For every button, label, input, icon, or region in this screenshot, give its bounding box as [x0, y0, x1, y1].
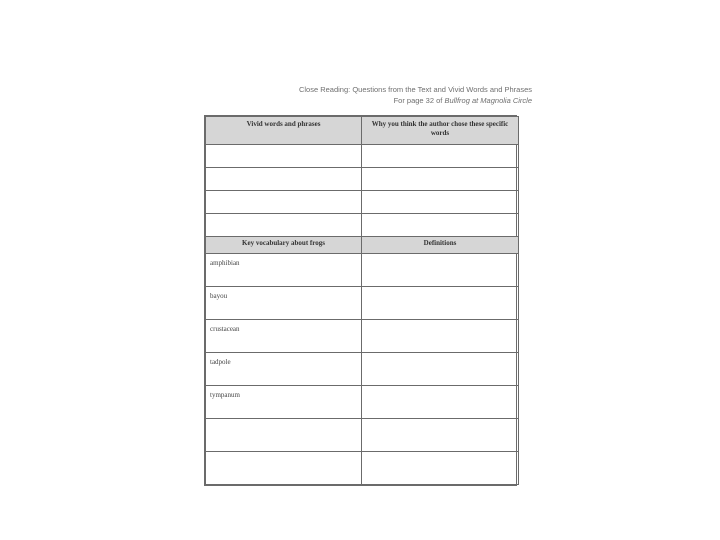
definitions-header: Definitions [362, 237, 519, 254]
vivid-words-header: Vivid words and phrases [206, 117, 362, 145]
vocabulary-row [206, 287, 519, 320]
vivid-word-cell[interactable] [206, 191, 362, 214]
vivid-words-row [206, 191, 519, 214]
definition-cell[interactable] [362, 254, 519, 287]
worksheet-subtitle [299, 95, 532, 106]
definition-cell[interactable] [362, 419, 519, 452]
vocabulary-row [206, 452, 519, 485]
definition-cell[interactable] [362, 287, 519, 320]
subtitle-prefix: For page 32 of [393, 96, 445, 105]
vocabulary-word: tadpole [206, 353, 362, 386]
vocabulary-row [206, 386, 519, 419]
author-reason-cell[interactable] [362, 145, 519, 168]
definition-cell[interactable] [362, 452, 519, 485]
author-reason-cell[interactable] [362, 191, 519, 214]
vocabulary-row [206, 419, 519, 452]
worksheet-title: Close Reading: Questions from the Text and Vivid Words and Phrases [298, 85, 532, 94]
vivid-words-header-row [206, 117, 519, 145]
vocabulary-row [206, 353, 519, 386]
vivid-word-cell[interactable] [206, 145, 362, 168]
vivid-words-row [206, 168, 519, 191]
author-reason-cell[interactable] [362, 168, 519, 191]
vocabulary-word: tympanum [206, 386, 362, 419]
vocabulary-row [206, 254, 519, 287]
vocabulary-word: crustacean [206, 320, 362, 353]
vocabulary-word[interactable] [206, 419, 362, 452]
worksheet-table [204, 115, 517, 486]
vivid-words-row [206, 214, 519, 237]
author-reason-cell[interactable] [362, 214, 519, 237]
vivid-word-cell[interactable] [206, 168, 362, 191]
vocabulary-header: Key vocabulary about frogs [206, 237, 362, 254]
book-title: Bullfrog at Magnolia Circle [444, 96, 532, 105]
definition-cell[interactable] [362, 320, 519, 353]
vocabulary-word[interactable] [206, 452, 362, 485]
vocabulary-word: amphibian [206, 254, 362, 287]
vivid-word-cell[interactable] [206, 214, 362, 237]
definition-cell[interactable] [362, 353, 519, 386]
vocabulary-word: bayou [206, 287, 362, 320]
vivid-words-row [206, 145, 519, 168]
definition-cell[interactable] [362, 386, 519, 419]
vocabulary-header-row [206, 237, 519, 254]
worksheet-header [299, 84, 532, 106]
vocabulary-row [206, 320, 519, 353]
author-reason-header: Why you think the author chose these specific words [362, 117, 519, 145]
